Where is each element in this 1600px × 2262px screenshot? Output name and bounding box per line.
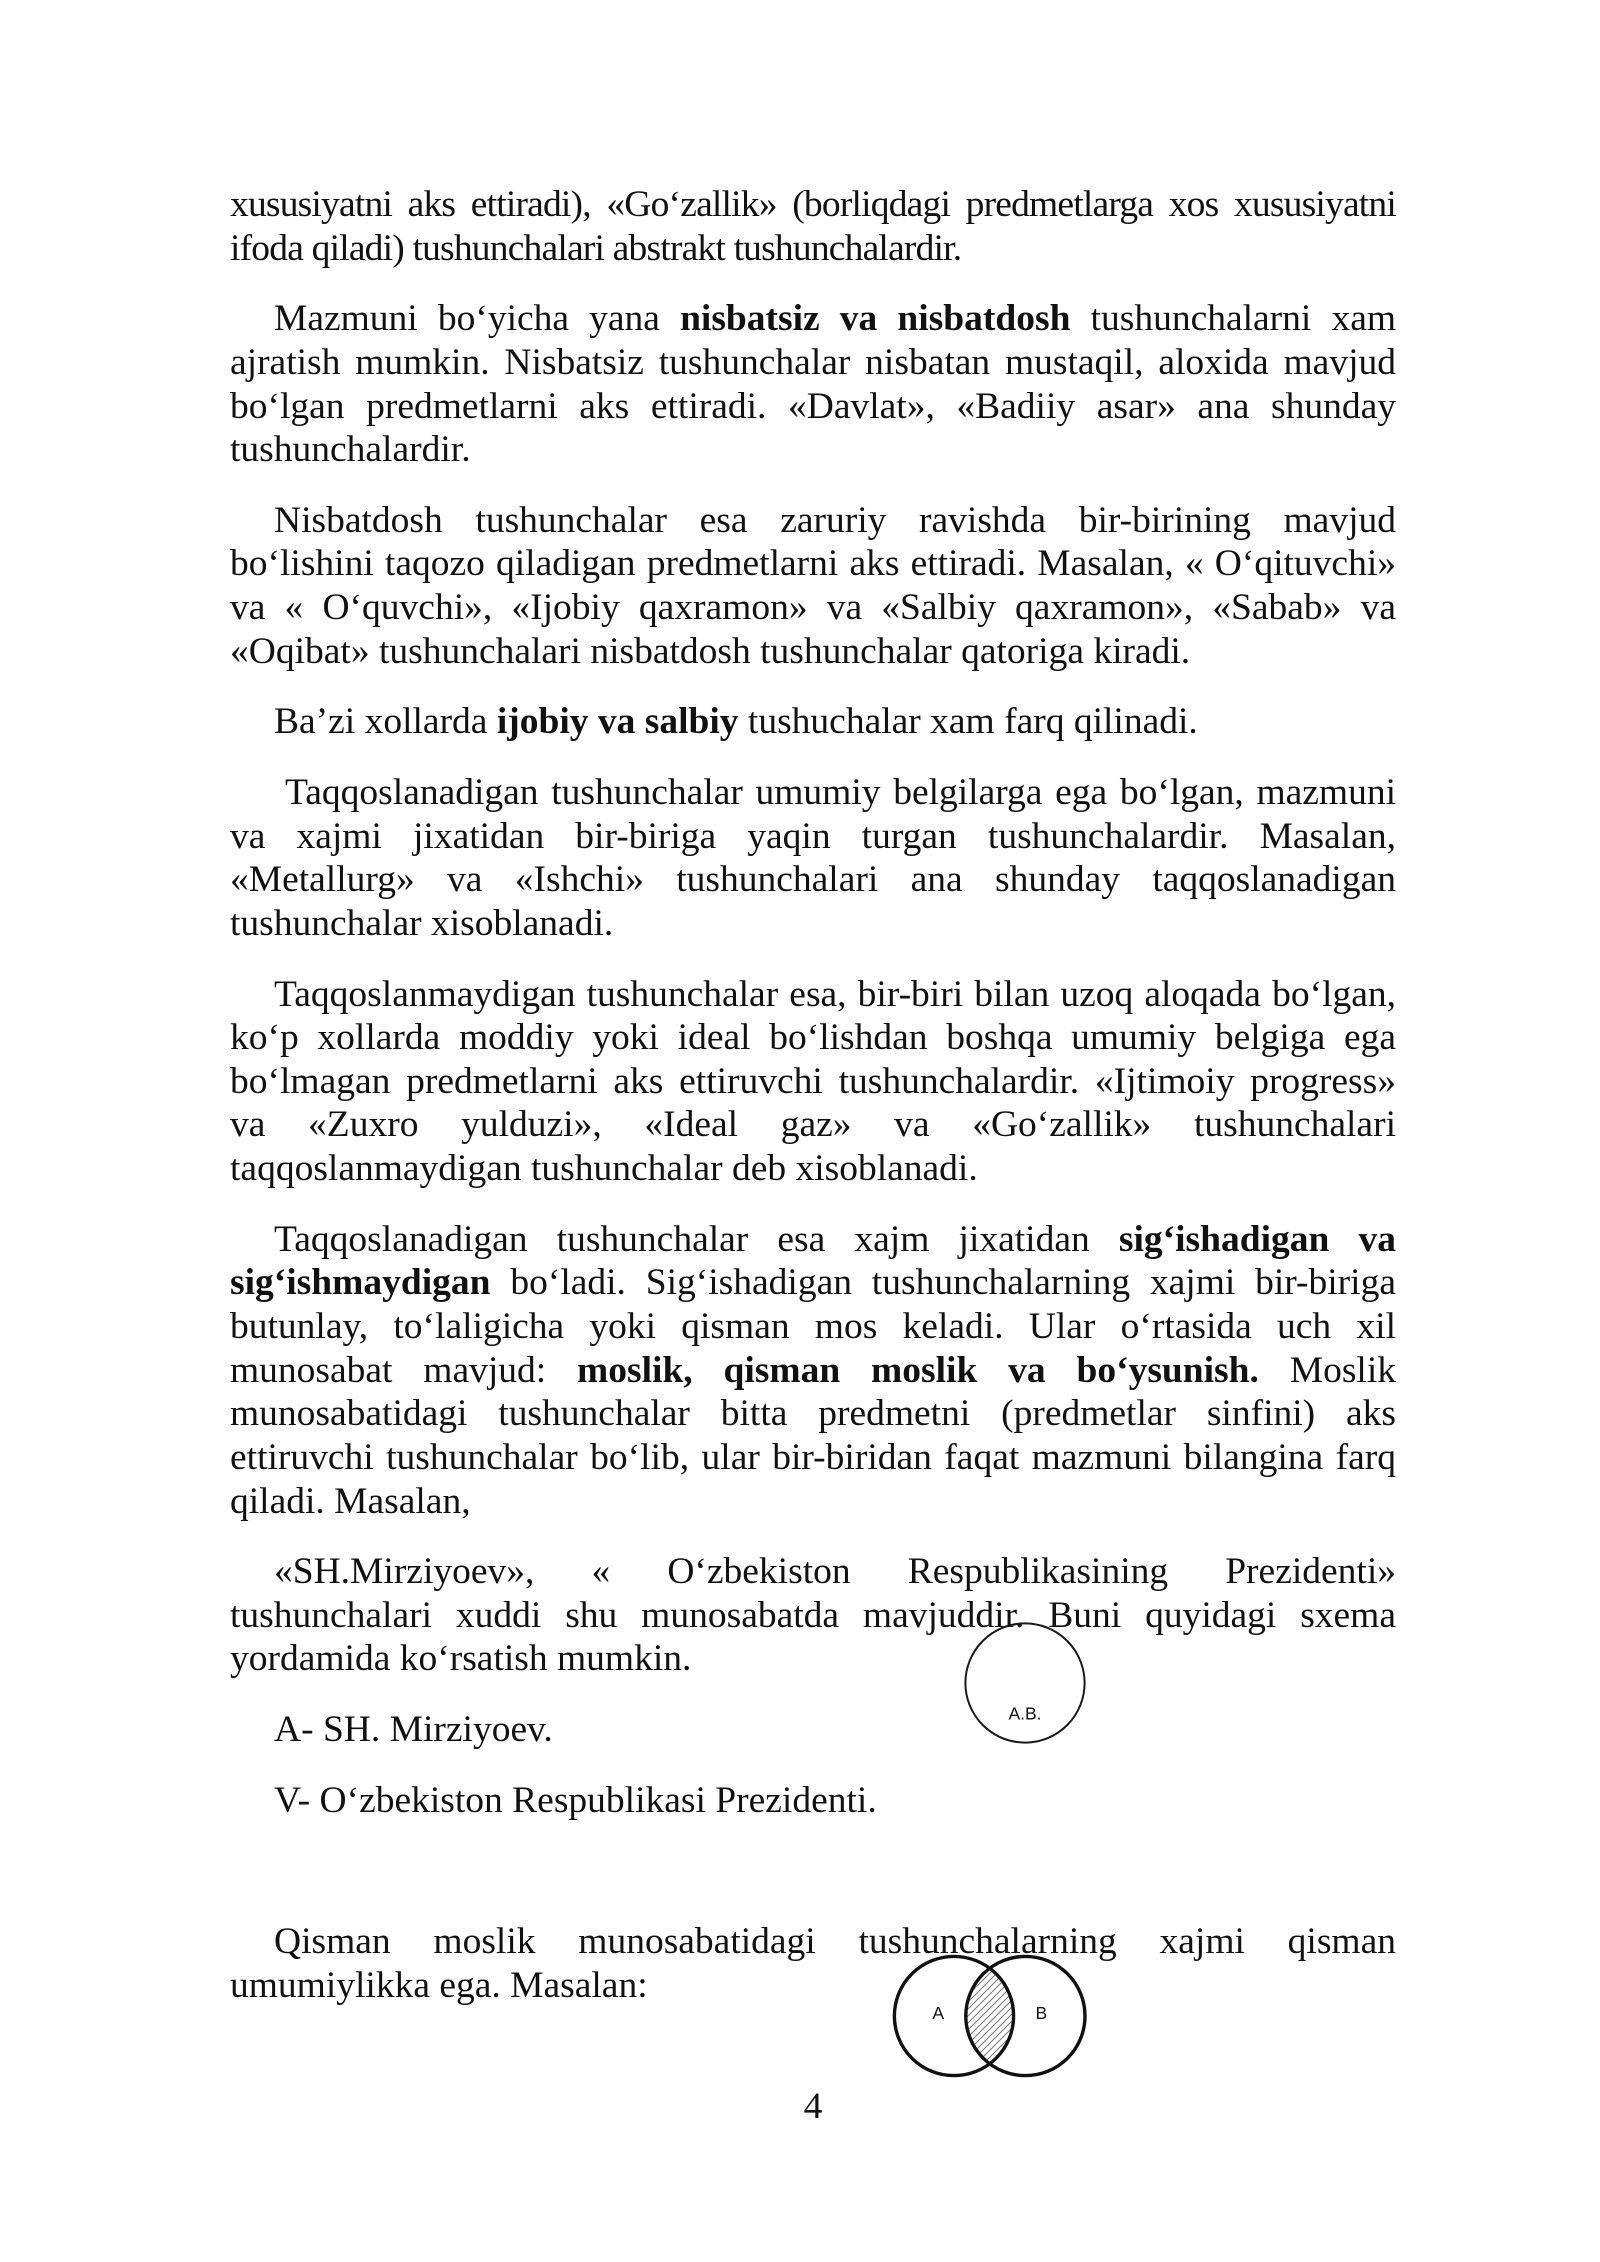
text-run: Mazmuni bo‘yicha yana (274, 298, 681, 340)
text-run: va xajmi jixatidan bir-biriga yaqin turgan tushunchalardir. Masalan, (230, 815, 1396, 857)
text-run: munosabatidagi tushunchalar bitta predmetni (predmetlar sinfini) aks (230, 1393, 1396, 1435)
text-line (230, 1305, 1396, 1349)
text-line (230, 1637, 1396, 1681)
text-line (230, 1779, 1396, 1823)
text-run: umumiylikka ega. Masalan: (230, 1964, 648, 2006)
text-run: Taqqoslanadigan tushunchalar esa xajm jixatidan (274, 1218, 1119, 1260)
text-run: Nisbatdosh tushunchalar esa zaruriy ravishda bir-birining mavjud (274, 499, 1396, 541)
text-run: xususiyatni aks ettiradi), «Go‘zallik» (borliqdagi predmetlarga xos xususiyatni (230, 184, 1396, 225)
text-run: qiladi. Masalan, (230, 1480, 471, 1522)
bold-term: nisbatsiz va nisbatdosh (680, 298, 1071, 340)
paragraph (230, 1550, 1396, 1681)
text-run: tushunchalardir. (230, 429, 471, 471)
text-run: «SH.Mirziyoev», « O‘zbekiston Respublikasining Prezidenti» (274, 1551, 1396, 1593)
text-run: tushunchalarni xam (1070, 298, 1397, 340)
text-line (230, 499, 1396, 543)
bold-term: moslik, qisman moslik va bo‘ysunish. (577, 1349, 1259, 1391)
paragraph (230, 700, 1396, 744)
text-line (230, 297, 1396, 341)
text-line (230, 1392, 1396, 1436)
text-line (230, 1349, 1396, 1393)
paragraph (230, 1920, 1396, 2007)
text-run: yordamida ko‘rsatish mumkin. (230, 1638, 692, 1680)
text-run: «Metallurg» va «Ishchi» tushunchalari ana shunday taqqoslanadigan (230, 859, 1396, 901)
text-run: Qisman moslik munosabatidagi tushunchalarning xajmi qisman (274, 1921, 1396, 1963)
text-run: munosabat mavjud: (230, 1349, 578, 1391)
text-line (230, 428, 1396, 472)
text-run: Ba’zi xollarda (274, 701, 497, 743)
text-line (230, 227, 1396, 271)
text-line (230, 771, 1396, 815)
text-run: va « O‘quvchi», «Ijobiy qaxramon» va «Salbiy qaxramon», «Sabab» va (230, 587, 1396, 629)
text-line (230, 630, 1396, 674)
text-line (230, 1261, 1396, 1305)
text-line (230, 700, 1396, 744)
text-line (230, 858, 1396, 902)
bold-term: sig‘ishadigan va (1118, 1218, 1397, 1260)
circle-label-b: B (1035, 2003, 1048, 2024)
text-run: tushunchalar xisoblanadi. (230, 902, 614, 944)
text-line (230, 1920, 1396, 1964)
text-line (230, 1594, 1396, 1638)
text-run: V- O‘zbekiston Respublikasi Prezidenti. (274, 1779, 877, 1821)
paragraph (230, 499, 1396, 674)
bold-term: sig‘ishmaydigan (230, 1262, 491, 1304)
overlap-diagram (884, 1946, 1096, 2086)
paragraph (230, 297, 1396, 472)
paragraph (230, 183, 1396, 270)
circle-ab (965, 1623, 1084, 1742)
text-run: Taqqoslanmaydigan tushunchalar esa, bir-biri bilan uzoq aloqada bo‘lgan, (274, 973, 1396, 1015)
text-run: bo‘lmagan predmetlarni aks ettiruvchi tushunchalardir. «Ijtimoiy progress» (230, 1060, 1396, 1102)
text-run: ifoda qiladi) tushunchalari abstrakt tushunchalardir. (230, 227, 962, 269)
circle-label-ab: A.B. (1008, 1703, 1042, 1724)
text-run: bo‘lishini taqozo qiladigan predmetlarni aks ettiradi. Masalan, « O‘qituvchi» (230, 543, 1396, 585)
text-line (230, 341, 1396, 385)
text-line (230, 1550, 1396, 1594)
text-line (230, 1103, 1396, 1147)
text-run: bo‘lgan predmetlarni aks ettiradi. «Davlat», «Badiiy asar» ana shunday (230, 385, 1396, 427)
text-run: bo‘ladi. Sig‘ishadigan tushunchalarning xajmi bir-biriga (490, 1262, 1396, 1304)
empty-line (230, 1849, 1396, 1893)
text-run: «Oqibat» tushunchalari nisbatdosh tushunchalar qatoriga kiradi. (230, 630, 1191, 672)
text-run: A- SH. Mirziyoev. (274, 1709, 553, 1751)
text-run: butunlay, to‘laligicha yoki qisman mos keladi. Ular o‘rtasida uch xil (230, 1306, 1396, 1348)
text-line (230, 1480, 1396, 1524)
text-line (230, 1964, 1396, 2008)
body-text (230, 183, 1396, 2034)
text-line (230, 973, 1396, 1017)
text-line (230, 1060, 1396, 1104)
text-run: taqqoslanmaydigan tushunchalar deb xisoblanadi. (230, 1148, 978, 1190)
paragraph (230, 1779, 1396, 1823)
text-line (230, 586, 1396, 630)
text-line (230, 1218, 1396, 1262)
circle-label-a: A (932, 2003, 945, 2024)
text-run: tushuchalar xam farq qilinadi. (738, 701, 1198, 743)
text-run: Moslik (1258, 1349, 1396, 1391)
text-line (230, 1147, 1396, 1191)
text-line (230, 902, 1396, 946)
text-run: ettiruvchi tushunchalar bo‘lib, ular bir-biridan faqat mazmuni bilangina farq (230, 1436, 1396, 1478)
bold-term: ijobiy va salbiy (496, 701, 739, 743)
text-line (230, 1708, 1396, 1752)
text-line (230, 815, 1396, 859)
text-line (230, 542, 1396, 586)
text-run: tushunchalari xuddi shu munosabatda mavjuddir. Buni quyidagi sxema (230, 1594, 1396, 1636)
paragraph (230, 973, 1396, 1191)
text-run: Taqqoslanadigan tushunchalar umumiy belgilarga ega bo‘lgan, mazmuni (285, 772, 1396, 814)
paragraph (230, 1708, 1396, 1752)
text-run: ajratish mumkin. Nisbatsiz tushunchalar nisbatan mustaqil, aloxida mavjud (230, 341, 1396, 383)
text-run: va «Zuxro yulduzi», «Ideal gaz» va «Go‘zallik» tushunchalari (230, 1104, 1396, 1146)
page-number: 4 (803, 2086, 823, 2127)
text-run: ko‘p xollarda moddiy yoki ideal bo‘lishdan boshqa umumiy belgiga ega (230, 1017, 1396, 1059)
text-line (230, 385, 1396, 429)
text-line (230, 1436, 1396, 1480)
text-line (230, 183, 1396, 227)
paragraph (230, 1218, 1396, 1523)
paragraph (230, 771, 1396, 946)
text-line (230, 1016, 1396, 1060)
identity-diagram (955, 1613, 1095, 1753)
